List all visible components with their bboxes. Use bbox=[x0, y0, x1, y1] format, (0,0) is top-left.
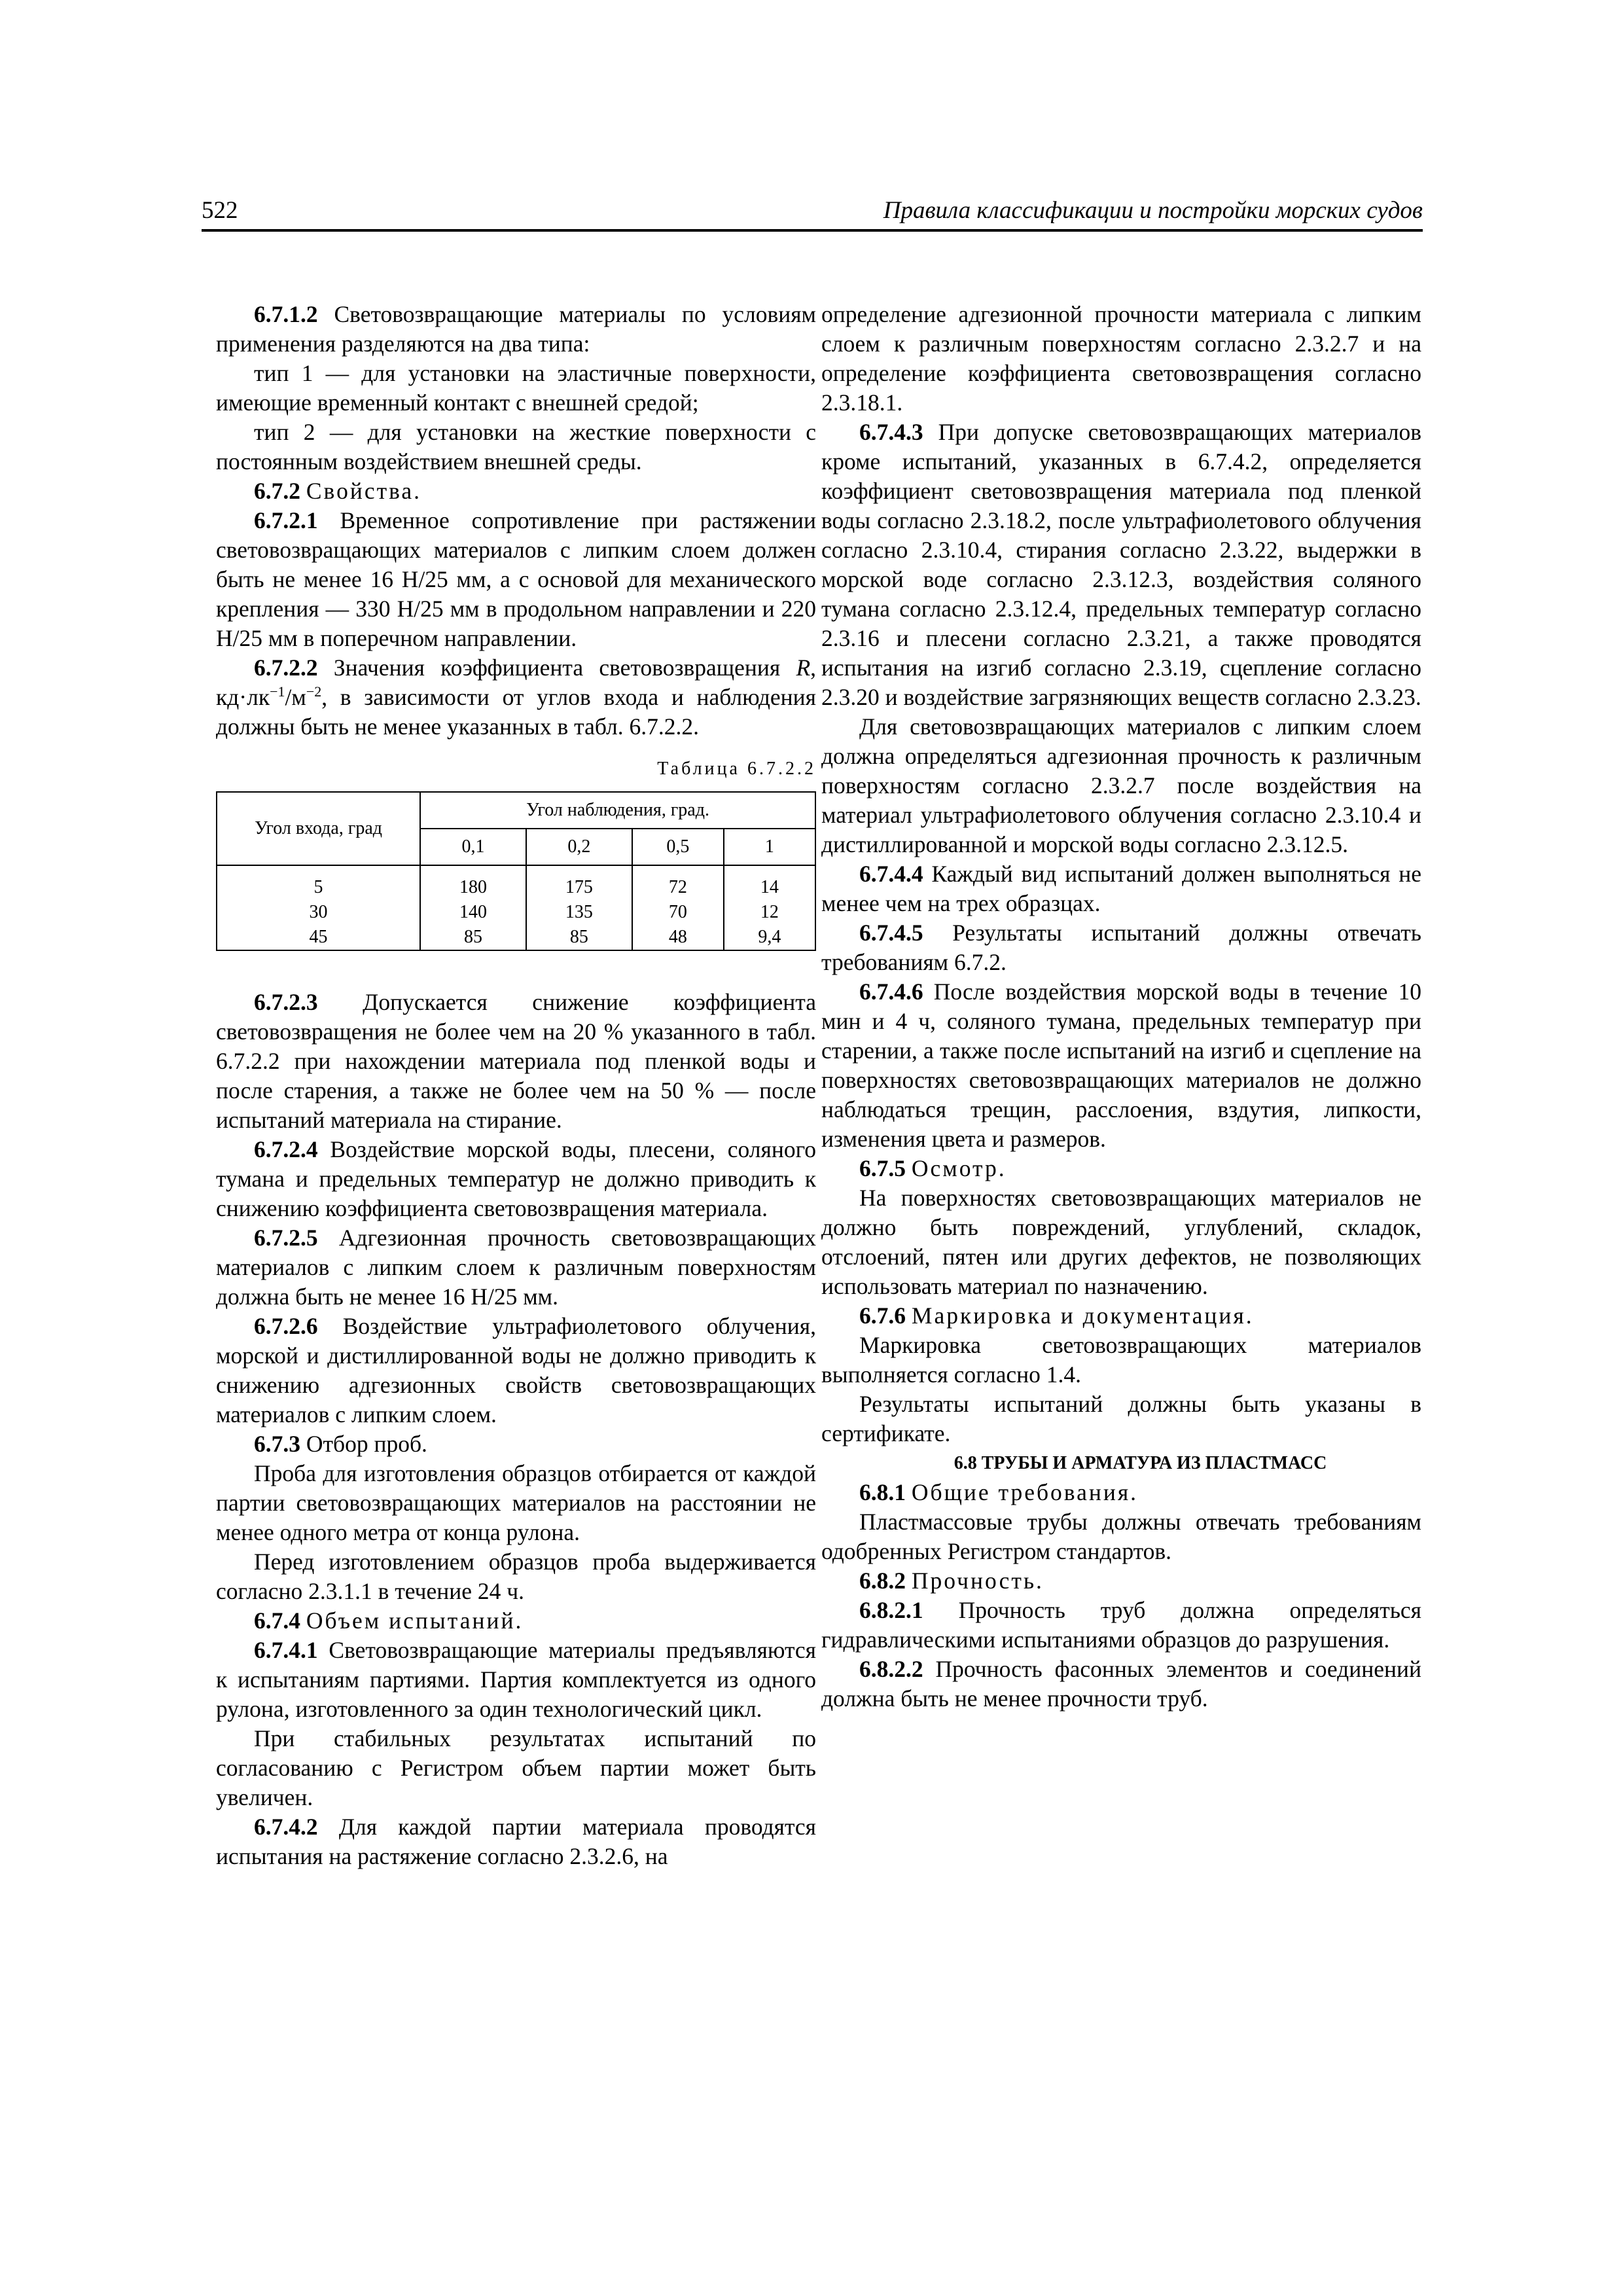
clause-number: 6.7.2.3 bbox=[254, 989, 318, 1015]
clause-number: 6.7.5 bbox=[859, 1155, 906, 1181]
clause-number: 6.7.1.2 bbox=[254, 301, 318, 327]
clause-number: 6.7.4.6 bbox=[859, 978, 923, 1005]
paragraph-6-7-4-3 bbox=[821, 418, 1421, 712]
paragraph-6-7-2-1 bbox=[216, 506, 816, 653]
paragraph-type-1: тип 1 — для установки на эластичные поверхности, имеющие временный контакт с внешней средой; bbox=[216, 360, 816, 416]
clause-text: Адгезионная прочность световозвращающих материалов с липким слоем к различным поверхностям должна быть не менее 16 Н/25 мм. bbox=[216, 1225, 816, 1310]
clause-text: Каждый вид испытаний должен выполняться не менее чем на трех образцах. bbox=[821, 861, 1421, 916]
heading-6-7-2 bbox=[216, 476, 816, 506]
clause-text: Для каждой партии материала проводятся испытания на растяжение согласно 2.3.2.6, на bbox=[216, 1814, 817, 1869]
paragraph-6-7-2-6 bbox=[216, 1312, 816, 1429]
header-observation-angle: Угол наблюдения, град. bbox=[420, 792, 815, 829]
table-cell: 14 bbox=[724, 865, 815, 900]
paragraph-type-2: тип 2 — для установки на жесткие поверхности с постоянным воздействием внешней среды. bbox=[216, 419, 816, 475]
left-column bbox=[216, 300, 816, 1871]
table-cell: 135 bbox=[526, 900, 632, 925]
paragraph-sampling: Проба для изготовления образцов отбирается от каждой партии световозвращающих материалов на расстоянии не менее одного метра от конца рулона. bbox=[216, 1460, 816, 1545]
clause-heading: Свойства. bbox=[306, 478, 422, 504]
exponent: −1 bbox=[270, 683, 285, 700]
clause-heading: Отбор проб. bbox=[306, 1431, 427, 1457]
header-entry-angle: Угол входа, град bbox=[217, 792, 420, 865]
clause-number: 6.7.2.5 bbox=[254, 1225, 318, 1251]
clause-number: 6.8.2.1 bbox=[859, 1597, 923, 1623]
clause-heading: Общие требования. bbox=[911, 1479, 1139, 1505]
table-cell: 85 bbox=[526, 925, 632, 950]
clause-text: Воздействие морской воды, плесени, соляного тумана и предельных температур не должно приводить к снижению коэффициента световозвращения материала. bbox=[216, 1136, 816, 1221]
table-cell: 85 bbox=[420, 925, 526, 950]
table-cell: 175 bbox=[526, 865, 632, 900]
units: кд·лк bbox=[216, 684, 270, 710]
table-cell: 72 bbox=[632, 865, 724, 900]
clause-text: Временное сопротивление при растяжении световозвращающих материалов с липким слоем должен быть не менее 16 Н/25 мм, а с основой для механического крепления — 330 Н/25 мм в продольном направлении и 220 Н/25 мм в поперечном направлении. bbox=[216, 507, 817, 651]
clause-heading: Прочность. bbox=[911, 1568, 1044, 1594]
page-number: 522 bbox=[202, 197, 238, 224]
clause-heading: Осмотр. bbox=[911, 1155, 1007, 1181]
clause-number: 6.7.3 bbox=[254, 1431, 300, 1457]
clause-number: 6.8.2 bbox=[859, 1568, 906, 1594]
clause-text: Воздействие ультрафиолетового облучения, морской и дистиллированной воды не должно приводить к снижению адгезионных свойств световозвращающих материалов с липким слоем. bbox=[216, 1313, 817, 1427]
clause-number: 6.7.4.3 bbox=[859, 419, 923, 445]
heading-6-7-5 bbox=[821, 1154, 1421, 1183]
paragraph-6-7-4-4 bbox=[821, 859, 1421, 918]
section-heading-6-8: 6.8 ТРУБЫ И АРМАТУРА ИЗ ПЛАСТМАСС bbox=[954, 1453, 1327, 1473]
entry-angle: 5 bbox=[217, 865, 420, 900]
paragraph-conditioning: Перед изготовлением образцов проба выдерживается согласно 2.3.1.1 в течение 24 ч. bbox=[216, 1549, 816, 1604]
clause-heading: Маркировка и документация. bbox=[911, 1302, 1254, 1329]
clause-text: Световозвращающие материалы предъявляются к испытаниям партиями. Партия комплектуется из одного рулона, изготовленного за один технологический цикл. bbox=[216, 1637, 816, 1722]
clause-text: Значения коэффициента световозвращения bbox=[333, 655, 781, 681]
clause-number: 6.7.2.1 bbox=[254, 507, 318, 533]
header-rule bbox=[202, 229, 1423, 232]
paragraph-6-7-4-6 bbox=[821, 977, 1421, 1154]
paragraph-6-7-4-1 bbox=[216, 1636, 816, 1724]
clause-number: 6.7.4.5 bbox=[859, 920, 923, 946]
table-row bbox=[217, 865, 815, 900]
entry-angle: 30 bbox=[217, 900, 420, 925]
clause-number: 6.8.2.2 bbox=[859, 1656, 923, 1682]
paragraph-standards: Пластмассовые трубы должны отвечать требованиям одобренных Регистром стандартов. bbox=[821, 1509, 1421, 1564]
clause-number: 6.7.6 bbox=[859, 1302, 906, 1329]
paragraph-inspection: На поверхностях световозвращающих материалов не должно быть повреждений, углублений, складок, отслоений, пятен или других дефектов, не позволяющих использовать материал по назначению. bbox=[821, 1185, 1421, 1299]
paragraph-6-7-4-2 bbox=[216, 1812, 816, 1871]
table-row bbox=[217, 900, 815, 925]
clause-number: 6.7.2.4 bbox=[254, 1136, 318, 1162]
clause-number: 6.7.4.2 bbox=[254, 1814, 318, 1840]
clause-number: 6.7.4 bbox=[254, 1607, 300, 1634]
clause-number: 6.7.4.1 bbox=[254, 1637, 318, 1663]
paragraph-6-8-2-1 bbox=[821, 1596, 1421, 1655]
clause-text: Прочность труб должна определяться гидравлическими испытаниями образцов до разрушения. bbox=[821, 1597, 1421, 1653]
exponent: −2 bbox=[306, 683, 322, 700]
table-cell: 48 bbox=[632, 925, 724, 950]
heading-6-7-6 bbox=[821, 1301, 1421, 1331]
paragraph-6-7-2-3 bbox=[216, 988, 816, 1135]
heading-6-8-1 bbox=[821, 1478, 1421, 1507]
clause-text: После воздействия морской воды в течение 10 мин и 4 ч, соляного тумана, предельных температур при старении, а также после испытаний на изгиб и сцепление на поверхностях световозвращающих материалов не должно наблюдаться трещин, расслоения, вздутия, липкости, изменения цвета и размеров. bbox=[821, 978, 1421, 1152]
paragraph-6-7-2-5 bbox=[216, 1223, 816, 1312]
clause-text: Световозвращающие материалы по условиям применения разделяются на два типа: bbox=[216, 301, 817, 357]
clause-text: Допускается снижение коэффициента световозвращения не более чем на 20 % указанного в табл. 6.7.2.2 при нахождении материала под пленкой воды и после старения, а также не более чем на 50 % — после испытаний материала на стирание. bbox=[216, 989, 817, 1133]
paragraph-adhesion: Для световозвращающих материалов с липким слоем должна определяться адгезионная прочность к различным поверхностям согласно 2.3.2.7 после воздействия на материал ультрафиолетового облучения согласно 2.3.10.4 и дистиллированной и морской воды согласно 2.3.12.5. bbox=[821, 713, 1421, 857]
paragraph-continuation: определение адгезионной прочности материала с липким слоем к различным поверхностям согласно 2.3.2.7 и на определение коэффициента световозвращения согласно 2.3.18.1. bbox=[821, 301, 1421, 416]
table-caption: Таблица 6.7.2.2 bbox=[657, 759, 816, 779]
running-title: Правила классификации и постройки морских судов bbox=[883, 197, 1423, 224]
table-cell: 9,4 bbox=[724, 925, 815, 950]
paragraph-6-7-4-5 bbox=[821, 918, 1421, 977]
table-cell: 140 bbox=[420, 900, 526, 925]
observation-angle: 0,1 bbox=[420, 829, 526, 865]
symbol-r: R bbox=[796, 655, 811, 681]
heading-6-7-3 bbox=[216, 1429, 816, 1459]
clause-number: 6.8.1 bbox=[859, 1479, 906, 1505]
paragraph-batch-size: При стабильных результатах испытаний по согласованию с Регистром объем партии может быть увеличен. bbox=[216, 1725, 816, 1810]
table-cell: 70 bbox=[632, 900, 724, 925]
clause-heading: Объем испытаний. bbox=[306, 1607, 524, 1634]
paragraph-certificate: Результаты испытаний должны быть указаны в сертификате. bbox=[821, 1391, 1421, 1446]
paragraph-6-7-2-2: 6.7.2.2 Значения коэффициента световозвращения R, $кд\cdot лк^{-1}/м^{-2}$, в зависимости от углов входа и наблюдения должны быть не менее указанных в табл. 6.7.2.2. bbox=[216, 655, 816, 740]
clause-text: При допуске световозвращающих материалов кроме испытаний, указанных в 6.7.4.2, определяется коэффициент световозвращения материала под пленкой воды согласно 2.3.18.2, после ультрафиолетового облучения согласно 2.3.10.4, стирания согласно 2.3.22, выдержки в морской воде согласно 2.3.12.3, воздействия соляного тумана согласно 2.3.12.4, предельных температур согласно 2.3.16 и плесени согласно 2.3.21, а также проводятся испытания на изгиб согласно 2.3.19, сцепление согласно 2.3.20 и воздействие загрязняющих веществ согласно 2.3.23. bbox=[821, 419, 1421, 710]
paragraph-6-8-2-2 bbox=[821, 1655, 1421, 1713]
clause-number: 6.7.4.4 bbox=[859, 861, 923, 887]
table-cell: 12 bbox=[724, 900, 815, 925]
table-cell: 180 bbox=[420, 865, 526, 900]
clause-text: Результаты испытаний должны отвечать требованиям 6.7.2. bbox=[821, 920, 1421, 975]
clause-text: , в зависимости от углов входа и наблюдения должны быть не менее указанных в табл. 6.7.2.2. bbox=[216, 684, 816, 740]
retroreflection-table bbox=[216, 791, 816, 951]
units: /м bbox=[285, 684, 306, 710]
heading-6-8-2 bbox=[821, 1566, 1421, 1596]
heading-6-7-4 bbox=[216, 1606, 816, 1636]
entry-angle: 45 bbox=[217, 925, 420, 950]
observation-angle: 0,5 bbox=[632, 829, 724, 865]
table-row bbox=[217, 925, 815, 950]
paragraph-6-7-2-4 bbox=[216, 1135, 816, 1223]
clause-number: 6.7.2.6 bbox=[254, 1313, 318, 1339]
observation-angle: 1 bbox=[724, 829, 815, 865]
clause-number: 6.7.2 bbox=[254, 478, 300, 504]
clause-text: Прочность фасонных элементов и соединений должна быть не менее прочности труб. bbox=[821, 1656, 1421, 1712]
paragraph-6-7-1-2 bbox=[216, 300, 816, 359]
right-column bbox=[821, 300, 1421, 1713]
clause-number: 6.7.2.2 bbox=[254, 655, 318, 681]
observation-angle: 0,2 bbox=[526, 829, 632, 865]
paragraph-marking: Маркировка световозвращающих материалов выполняется согласно 1.4. bbox=[821, 1332, 1421, 1388]
